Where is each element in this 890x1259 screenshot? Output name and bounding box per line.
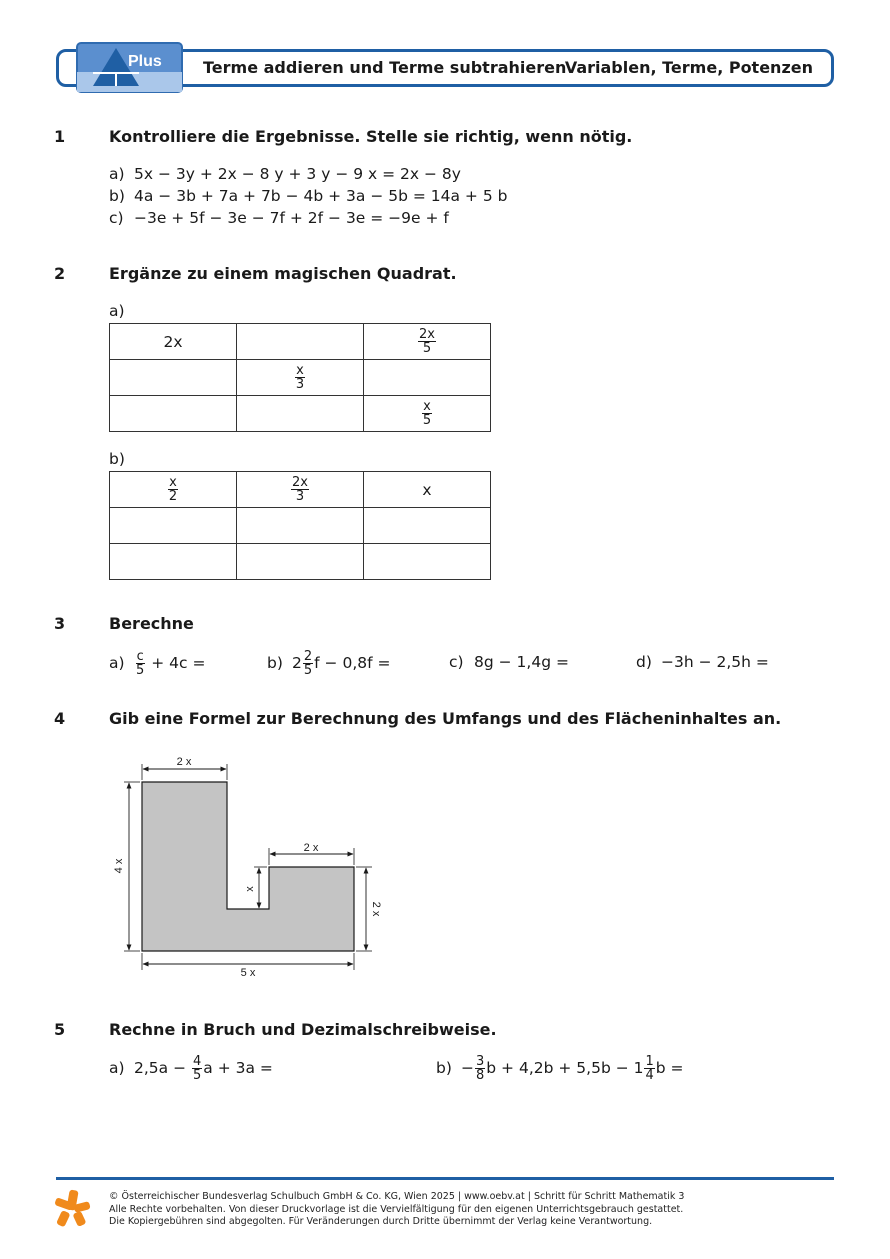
square-a-cell[interactable] bbox=[110, 396, 237, 432]
cell-value: x bbox=[422, 480, 432, 499]
mixed-whole: 2 bbox=[292, 654, 302, 672]
item-label: c) bbox=[449, 653, 464, 671]
task-number-2: 2 bbox=[54, 264, 66, 283]
task-heading-1: Kontrolliere die Ergebnisse. Stelle sie richtig, wenn nötig. bbox=[109, 127, 633, 146]
fraction-denominator: 5 bbox=[193, 1068, 202, 1083]
square-a-cell[interactable] bbox=[110, 360, 237, 396]
square-a-cell[interactable] bbox=[237, 396, 364, 432]
plus-logo-text: Plus bbox=[128, 53, 162, 70]
task1-item-c bbox=[109, 209, 449, 227]
square-b-cell[interactable] bbox=[237, 472, 364, 508]
page-topic: Variablen, Terme, Potenzen bbox=[564, 58, 813, 77]
dim-notch-label: x bbox=[244, 886, 256, 892]
fraction-denominator: 2 bbox=[168, 489, 178, 504]
item-label: b) bbox=[267, 654, 283, 672]
fraction bbox=[135, 650, 145, 677]
square-b-cell[interactable] bbox=[110, 472, 237, 508]
task-heading-4: Gib eine Formel zur Berechnung des Umfangs und des Flächeninhaltes an. bbox=[109, 709, 782, 728]
square-b-cell[interactable] bbox=[237, 544, 364, 580]
dim-right-label: 2 x bbox=[370, 901, 382, 917]
dim-bottom-label: 5 x bbox=[240, 967, 256, 979]
plus-logo bbox=[76, 42, 183, 93]
task5-item-b bbox=[436, 1055, 684, 1082]
footer-line-3: Die Kopiergebühren sind abgegolten. Für Veränderungen durch Dritte übernimmt der Verlag keine Verantwortung. bbox=[109, 1216, 653, 1227]
task3-item-c bbox=[449, 653, 569, 671]
item-expr-post: a + 3a = bbox=[203, 1059, 273, 1077]
item-expr: −3h − 2,5h = bbox=[661, 653, 769, 671]
fraction-denominator: 3 bbox=[295, 377, 305, 392]
square-a-cell[interactable] bbox=[364, 324, 491, 360]
item-expr-mid: b + 4,2b + 5,5b − 1 bbox=[486, 1059, 644, 1077]
square-b-cell[interactable] bbox=[237, 508, 364, 544]
fraction bbox=[303, 650, 313, 677]
item-expr: 8g − 1,4g = bbox=[474, 653, 569, 671]
square-b-cell[interactable] bbox=[364, 508, 491, 544]
item-label: b) bbox=[436, 1059, 452, 1077]
fraction-numerator: 3 bbox=[476, 1054, 485, 1069]
item-expr-pre: 2,5a − bbox=[134, 1059, 187, 1077]
fraction bbox=[192, 1055, 202, 1082]
fraction-numerator: 2x bbox=[292, 475, 308, 490]
task-number-3: 3 bbox=[54, 614, 66, 633]
magic-square-b bbox=[109, 471, 491, 580]
fraction-numerator: c bbox=[136, 649, 144, 664]
square-a-cell[interactable] bbox=[237, 360, 364, 396]
item-label: a) bbox=[109, 165, 125, 183]
fraction-denominator: 8 bbox=[476, 1068, 485, 1083]
item-expr: 5x − 3y + 2x − 8 y + 3 y − 9 x = 2x − 8y bbox=[134, 165, 461, 183]
dim-top-label: 2 x bbox=[176, 756, 192, 768]
footer-copyright bbox=[109, 1191, 684, 1229]
cell-value: 2x bbox=[163, 332, 183, 351]
footer-line-2: Alle Rechte vorbehalten. Von dieser Druckvorlage ist die Vervielfältigung für den eigenen Unterrichtsgebrauch gestattet. bbox=[109, 1203, 684, 1215]
dim-left-label: 4 x bbox=[113, 858, 125, 874]
fraction-numerator: 1 bbox=[645, 1054, 654, 1069]
fraction-denominator: 5 bbox=[422, 341, 432, 356]
square-b-label: b) bbox=[109, 450, 125, 468]
dim-right-top-label: 2 x bbox=[303, 842, 319, 854]
footer-rule bbox=[56, 1177, 834, 1180]
fraction-numerator: 4 bbox=[193, 1054, 202, 1069]
fraction bbox=[644, 1055, 654, 1082]
task-heading-5: Rechne in Bruch und Dezimalschreibweise. bbox=[109, 1020, 497, 1039]
square-a-cell[interactable] bbox=[110, 324, 237, 360]
fraction bbox=[475, 1055, 485, 1082]
fraction-numerator: 2x bbox=[419, 327, 435, 342]
task-heading-3: Berechne bbox=[109, 614, 194, 633]
square-a-cell[interactable] bbox=[237, 324, 364, 360]
fraction-denominator: 5 bbox=[303, 663, 313, 678]
page-title: Terme addieren und Terme subtrahieren bbox=[203, 58, 567, 77]
item-expr: 4a − 3b + 7a + 7b − 4b + 3a − 5b = 14a + 5 b bbox=[134, 187, 508, 205]
l-shape bbox=[142, 782, 354, 951]
fraction-denominator: 5 bbox=[136, 663, 145, 678]
task-number-5: 5 bbox=[54, 1020, 66, 1039]
task1-item-b bbox=[109, 187, 507, 205]
fraction-denominator: 5 bbox=[422, 413, 432, 428]
task5-item-a bbox=[109, 1055, 273, 1082]
fraction-numerator: x bbox=[169, 475, 177, 490]
fraction bbox=[422, 400, 432, 427]
fraction bbox=[295, 364, 305, 391]
task3-item-b bbox=[267, 650, 390, 677]
publisher-logo-icon bbox=[54, 1189, 92, 1227]
fraction bbox=[291, 476, 309, 503]
square-a-cell[interactable] bbox=[364, 360, 491, 396]
task-number-1: 1 bbox=[54, 127, 66, 146]
square-b-cell[interactable] bbox=[110, 508, 237, 544]
item-expr: + 4c = bbox=[151, 654, 206, 672]
item-label: a) bbox=[109, 1059, 125, 1077]
item-expr-post: b = bbox=[655, 1059, 684, 1077]
square-b-cell[interactable] bbox=[364, 544, 491, 580]
item-label: a) bbox=[109, 654, 125, 672]
fraction-numerator: 2 bbox=[303, 649, 313, 664]
task-number-4: 4 bbox=[54, 709, 66, 728]
item-expr: −3e + 5f − 3e − 7f + 2f − 3e = −9e + f bbox=[134, 209, 449, 227]
fraction-denominator: 3 bbox=[295, 489, 305, 504]
item-expr-pre: − bbox=[461, 1059, 474, 1077]
task-heading-2: Ergänze zu einem magischen Quadrat. bbox=[109, 264, 457, 283]
task3-item-d bbox=[636, 653, 769, 671]
footer-line-1: © Österreichischer Bundesverlag Schulbuch GmbH & Co. KG, Wien 2025 | www.oebv.at | Schritt für Schritt Mathematik 3 bbox=[109, 1191, 685, 1202]
l-shape-figure bbox=[110, 750, 390, 985]
square-b-cell[interactable] bbox=[110, 544, 237, 580]
fraction-numerator: x bbox=[423, 399, 431, 414]
task3-item-a bbox=[109, 650, 205, 677]
fraction bbox=[418, 328, 436, 355]
fraction-denominator: 4 bbox=[645, 1068, 654, 1083]
square-a-label: a) bbox=[109, 302, 125, 320]
item-expr: f − 0,8f = bbox=[314, 654, 391, 672]
magic-square-a bbox=[109, 323, 491, 432]
square-a-cell[interactable] bbox=[364, 396, 491, 432]
item-label: d) bbox=[636, 653, 652, 671]
fraction bbox=[168, 476, 178, 503]
task1-item-a bbox=[109, 165, 461, 183]
item-label: c) bbox=[109, 209, 124, 227]
fraction-numerator: x bbox=[296, 363, 304, 378]
square-b-cell[interactable] bbox=[364, 472, 491, 508]
item-label: b) bbox=[109, 187, 125, 205]
